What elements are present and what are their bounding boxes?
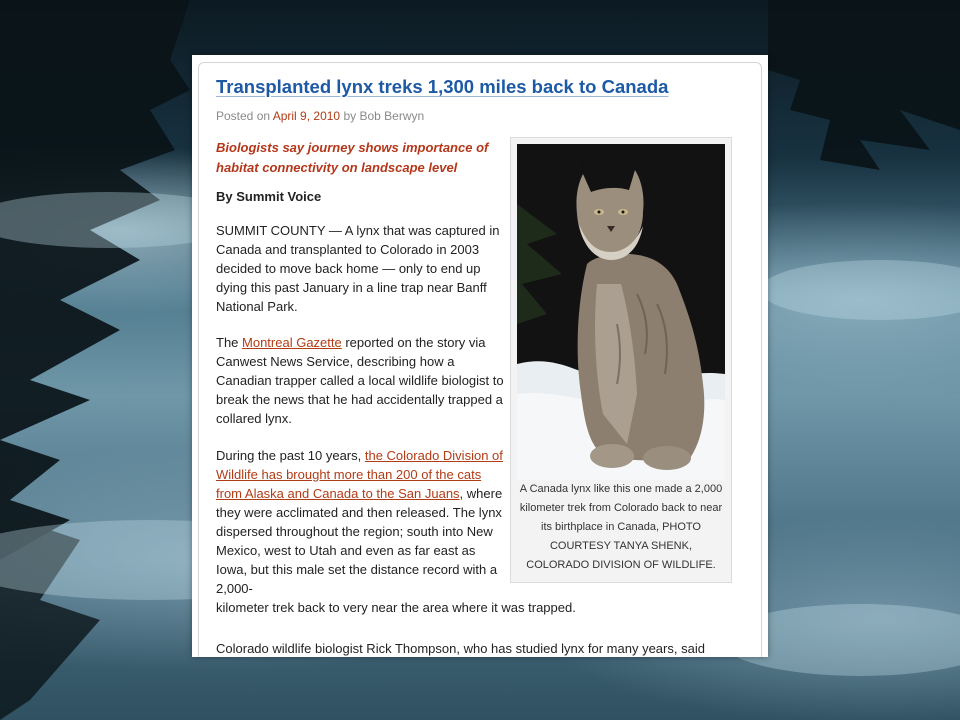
posted-on-label: Posted on bbox=[216, 109, 271, 123]
post-date-link[interactable]: April 9, 2010 bbox=[272, 109, 341, 123]
paragraph-3-body: , where they were acclimated and then released. The lynx dispersed throughout the region; south into New Mexico, west to Utah and even as far east as Iowa, but this male set the distance record with a 2,000- bbox=[216, 486, 503, 596]
paragraph-1: SUMMIT COUNTY — A lynx that was captured in Canada and transplanted to Colorado in 2003 decided to move back home — only to end up dying this past January in a line trap near Banff National Park. bbox=[216, 223, 500, 314]
paragraph-2-intro: The bbox=[216, 335, 243, 350]
paragraph-2-body: reported on the story via Canwest News Service, describing how a Canadian trapper called a local wildlife biologist to break the news that he had accidentally trapped a collared lynx. bbox=[216, 335, 504, 426]
post-byline: By Summit Voice bbox=[216, 189, 322, 204]
paragraph-3-tail: kilometer trek back to very near the area where it was trapped. bbox=[216, 600, 576, 615]
paragraph-2 bbox=[216, 333, 508, 428]
post-subhead: Biologists say journey shows importance of habitat connectivity on landscape level bbox=[216, 140, 489, 175]
paragraph-3-intro: During the past 10 years, bbox=[216, 448, 365, 463]
colorado-dow-link[interactable]: the Colorado Division of Wildlife has brought more than 200 of the cats from Alaska and Canada to the San Juans bbox=[216, 448, 503, 501]
paragraph-3-main bbox=[216, 446, 508, 598]
figure-caption: A Canada lynx like this one made a 2,000 kilometer trek from Colorado back to near its birthplace in Canada, PHOTO COURTESY TANYA SHENK, COLORADO DIVISION OF WILDLIFE. bbox=[519, 483, 723, 571]
lynx-illustration bbox=[517, 144, 725, 480]
montreal-gazette-link[interactable]: Montreal Gazette bbox=[242, 335, 342, 350]
post-title-link[interactable]: Transplanted lynx treks 1,300 miles back to Canada bbox=[216, 76, 669, 97]
post-author: by Bob Berwyn bbox=[343, 109, 425, 123]
post-meta bbox=[216, 109, 424, 123]
paragraph-4: Colorado wildlife biologist Rick Thompson, who has studied lynx for many years, said bbox=[216, 641, 705, 656]
article-screenshot-panel bbox=[192, 55, 768, 657]
lynx-figure bbox=[510, 137, 732, 583]
lynx-photo[interactable] bbox=[517, 144, 725, 480]
